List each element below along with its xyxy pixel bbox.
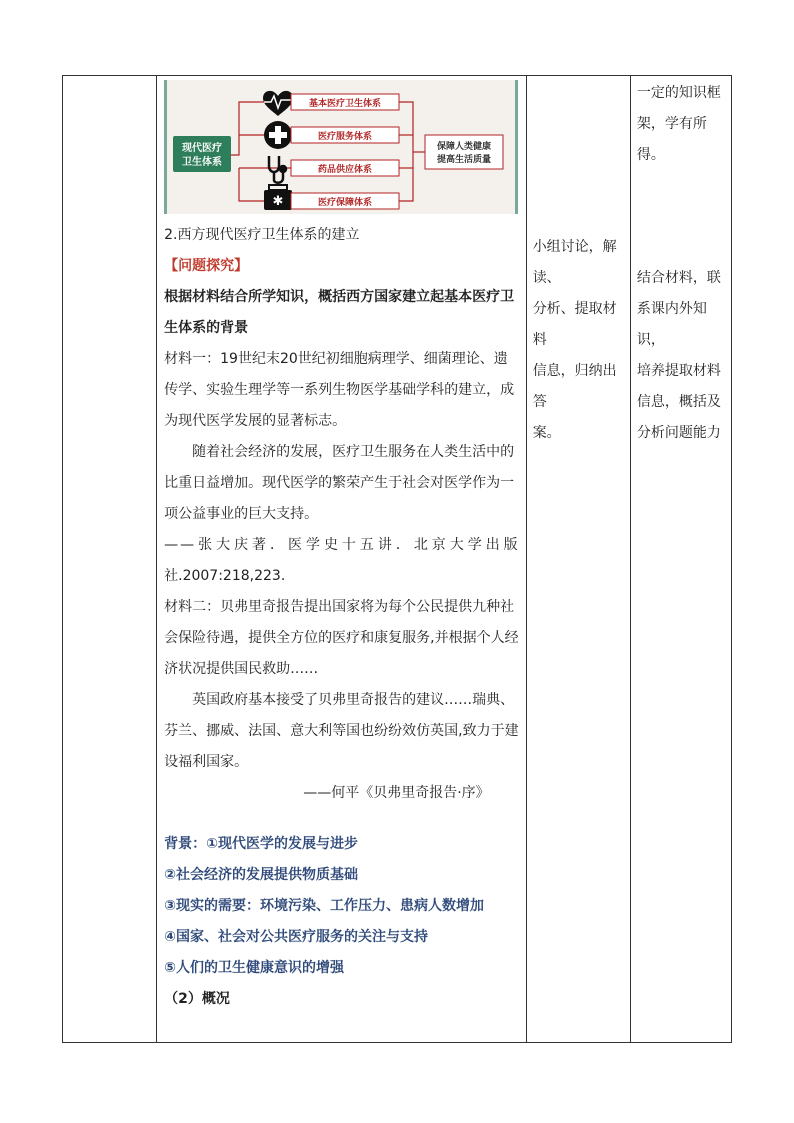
result-label-1: 保障人类健康: [437, 142, 492, 152]
subsection-title: （2）概况: [164, 991, 230, 1007]
material1-para2-line-2: 比重日益增加。现代医学的繁荣产生于社会对医学作为一: [164, 475, 515, 491]
intent-line-5: 分析问题能力: [636, 425, 721, 441]
material2-para2-line-3: 设福利国家。: [164, 754, 249, 770]
answer-line-1: 背景：①现代医学的发展与进步: [164, 836, 358, 852]
material1-line-3: 为现代医学发展的显著标志。: [164, 413, 347, 429]
intent-line-2: 系课内外知识，: [636, 301, 707, 348]
material2-line-3: 济状况提供国民救助……: [164, 661, 319, 677]
branch-label-3: 药品供应体系: [318, 165, 373, 175]
intent-top-line-2: 架，学有所得。: [636, 116, 707, 163]
intent-line-1: 结合材料，联: [636, 270, 721, 286]
section-title: 2.西方现代医疗卫生体系的建立: [164, 227, 360, 243]
intent-top-line-1: 一定的知识框: [636, 85, 721, 101]
answer-line-3: ③现实的需要：环境污染、工作压力、患病人数增加: [164, 898, 484, 914]
inquiry-label: 【问题探究】: [164, 258, 249, 274]
intent-line-3: 培养提取材料: [636, 363, 721, 379]
activity-line-4: 案。: [532, 425, 561, 441]
material2-para2-line-2: 芬兰、挪威、法国、意大利等国也纷纷效仿英国,致力于建: [164, 723, 519, 739]
center-label-1: 现代医疗: [182, 143, 223, 154]
table-row: [63, 76, 732, 1043]
activity-line-3: 信息，归纳出答: [532, 363, 617, 410]
material1-line-2: 传学、实验生理学等一系列生物医学基础学科的建立，成: [164, 382, 515, 398]
activity-cell: [526, 76, 630, 1043]
answer-line-5: ⑤人们的卫生健康意识的增强: [164, 960, 344, 976]
material1-line-1: 材料一：19世纪末20世纪初细胞病理学、细菌理论、遗: [164, 351, 508, 367]
material2-line-2: 会保险待遇，提供全方位的医疗和康复服务,并根据个人经: [164, 630, 519, 646]
medical-cross-icon: [264, 121, 292, 149]
stage-cell: [63, 76, 157, 1043]
content-cell: [157, 76, 527, 1043]
material1-source-line-2: 社.2007:218,223.: [164, 568, 286, 584]
question-line-1: 根据材料结合所学知识，概括西方国家建立起基本医疗卫: [164, 289, 515, 305]
heartbeat-icon: [263, 91, 293, 116]
material2-source: ——何平《贝弗里奇报告·序》: [303, 785, 490, 801]
material2-para2-line-1: 英国政府基本接受了贝弗里奇报告的建议……瑞典、: [192, 692, 515, 708]
branch-label-4: 医疗保障体系: [318, 198, 373, 208]
healthcare-system-diagram: [164, 80, 518, 214]
branch-label-2: 医疗服务体系: [318, 132, 373, 142]
svg-text:✱: ✱: [272, 194, 284, 209]
material1-source-line-1: ——张大庆著．医学史十五讲．北京大学出版: [164, 537, 520, 553]
activity-line-2: 分析、提取材料: [532, 301, 617, 348]
diagram-svg: [167, 80, 515, 214]
stethoscope-icon: [269, 156, 286, 183]
intent-cell: [630, 76, 731, 1043]
question-line-2: 生体系的背景: [164, 320, 249, 336]
material1-para2-line-3: 项公益事业的巨大支持。: [164, 506, 319, 522]
material2-line-1: 材料二：贝弗里奇报告提出国家将为每个公民提供九种社: [164, 599, 515, 615]
center-label-2: 卫生体系: [182, 157, 223, 168]
result-label-2: 提高生活质量: [437, 155, 492, 165]
first-aid-kit-icon: [264, 185, 292, 210]
intent-line-4: 信息，概括及: [636, 394, 721, 410]
branch-label-1: 基本医疗卫生体系: [309, 99, 382, 109]
material1-para2-line-1: 随着社会经济的发展，医疗卫生服务在人类生活中的: [192, 444, 515, 460]
answer-line-4: ④国家、社会对公共医疗服务的关注与支持: [164, 929, 428, 945]
activity-line-1: 小组讨论，解读、: [532, 239, 617, 286]
answer-line-2: ②社会经济的发展提供物质基础: [164, 867, 358, 883]
lesson-plan-table: [62, 75, 732, 1043]
